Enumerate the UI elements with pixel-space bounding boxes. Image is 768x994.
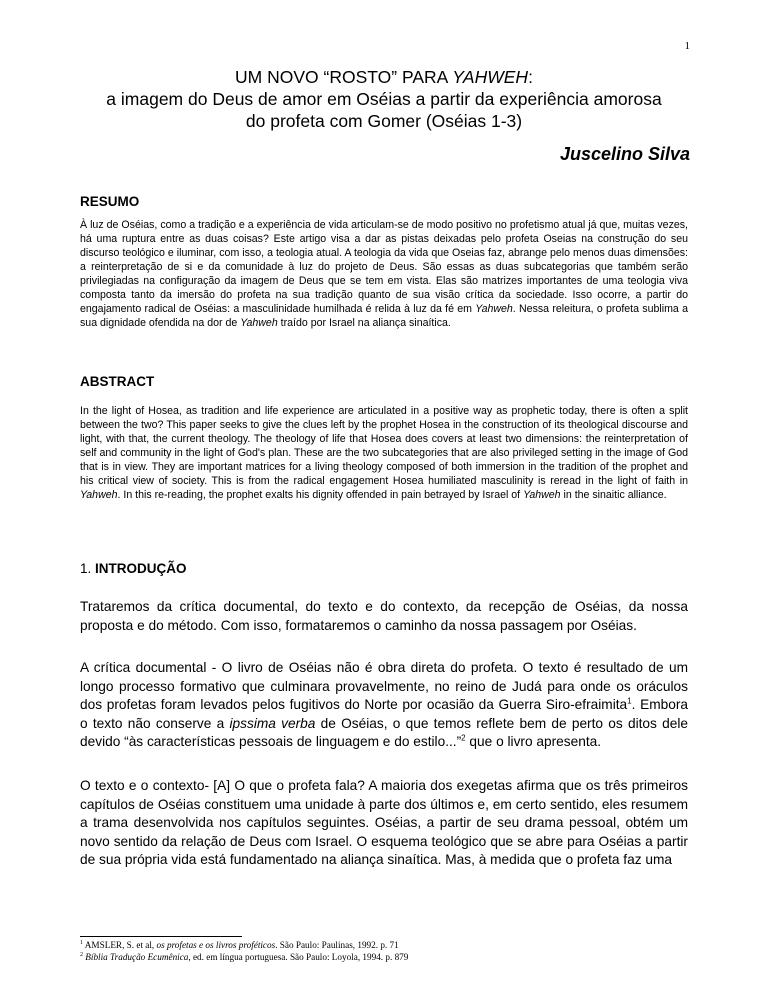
resumo-part-c: traído por Israel na aliança sinaítica. [277, 317, 451, 329]
title-suffix: : [528, 67, 533, 87]
title-line-2: a imagem do Deus de amor em Oséias a partir da experiência amorosa [106, 89, 662, 109]
resumo-yahweh-1: Yahweh [475, 303, 513, 315]
abstract-yahweh-2: Yahweh [523, 489, 561, 501]
intro-paragraph-2 [80, 659, 688, 752]
abstract-part-a: In the light of Hosea, as tradition and life experience are articulated in a positive way as prophetic today, there is often a split between the two? This paper seeks to give the clues left by the prophet Hosea in the construction of its theological discourse and light, with that, the current theology. The theology of life that Hosea does covers at least two dimensions: the reinterpretation of self and community in the light of God's plan. These are the two subcategories that are also privileged setting in the image of God that is in view. They are important matrices for a living theology composed of both immersion in the tradition of the prophet and his critical view of society. This is from the radical engagement Hosea humiliated masculinity is reread in the light of faith in [80, 405, 688, 487]
abstract-yahweh-1: Yahweh [80, 489, 118, 501]
abstract-part-b: . In this re-reading, the prophet exalts his dignity offended in pain betrayed by Israel of [117, 489, 524, 501]
page-number: 1 [684, 40, 690, 52]
p2-italic: ipssima verba [229, 715, 316, 731]
section-number: 1. [80, 561, 92, 576]
footnote-text: AMSLER, S. et al, [84, 940, 157, 950]
abstract-part-c: in the sinaitic alliance. [560, 489, 667, 501]
section-title: INTRODUÇÃO [95, 561, 187, 576]
intro-paragraph-3: O texto e o contexto- [A] O que o profeta fala? A maioria dos exegetas afirma que os três primeiros capítulos de Oséias constituem uma unidade à parte dos últimos e, em certo sentido, eles resumem a trama desenvolvida nos capítulos seguintes. Oséias, a partir de seu drama pessoal, obtém um novo sentido da relação de Deus com Israel. O esquema teológico que se abre para Oséias a partir de sua própria vida está fundamentado na aliança sinaítica. Mas, à medida que o profeta faz uma [80, 778, 688, 867]
title-line-3: do profeta com Gomer (Oséias 1-3) [245, 111, 523, 131]
title-line-1 [80, 66, 688, 88]
resumo-part-b: . Nessa releitura, o profeta sublima a sua dignidade ofendida na dor de [80, 303, 688, 329]
footnote-mark: 1 [80, 939, 83, 946]
footnote-separator [80, 936, 242, 937]
p2-part-b: . Embora o texto não conserve a [80, 697, 688, 731]
intro-heading [80, 561, 187, 576]
footnote-1 [80, 939, 688, 951]
footnote-2 [80, 951, 688, 963]
author-name: Juscelino Silva [559, 144, 690, 164]
intro-paragraph-1: Trataremos da crítica documental, do texto e do contexto, da recepção de Oséias, da nossa proposta e do método. Com isso, formataremos o caminho da nossa passagem por Oséias. [80, 599, 688, 633]
footnote-text: . São Paulo: Paulinas, 1992. p. 71 [275, 940, 399, 950]
footnote-ref-1[interactable]: 1 [627, 696, 632, 706]
abstract-text [80, 404, 688, 502]
resumo-heading: RESUMO [80, 194, 140, 209]
resumo-yahweh-2: Yahweh [240, 317, 278, 329]
footnote-italic: Bíblia Tradução Ecumênica [85, 952, 189, 962]
title-prefix: UM NOVO “ROSTO” PARA [235, 67, 453, 87]
footnotes [80, 939, 688, 963]
footnote-italic: os profetas e os livros proféticos [156, 940, 276, 950]
p2-part-d: que o livro apresenta. [465, 734, 602, 749]
footnote-ref-2[interactable]: 2 [461, 733, 466, 743]
resumo-part-a: À luz de Oséias, como a tradição e a experiência de vida articulam-se de modo positivo no profetismo atual já que, muitas vezes, há uma ruptura entre as duas coisas? Este artigo visa a dar as pistas deixadas pelo profeta Oseias na construção do seu discurso teológico e iluminar, com isso, a teologia atual. A teologia da vida que Oseias faz, abrange pelo menos duas dimensões: a reinterpretação de si e da comunidade à luz do projeto de Deus. São essas as duas subcategorias que também serão privilegiadas na configuração da imagem de Deus que se tem em vista. Elas são matrizes importantes de uma teologia viva composta tanto da imersão do profeta na sua tradição quanto de sua visão crítica da sociedade. Isso ocorre, a partir do engajamento radical de Oséias: a masculinidade humilhada é relida à luz da fé em [80, 219, 688, 315]
p2-part-a: A crítica documental - O livro de Oséias não é obra direta do profeta. O texto é resultado de um longo processo formativo que culminara provavelmente, no reino de Judá para onde os oráculos dos profetas foram levados pelos fugitivos do Norte por ocasião da Guerra Siro-efraimita [80, 660, 688, 712]
resumo-text [80, 218, 688, 330]
abstract-heading: ABSTRACT [80, 374, 155, 389]
footnote-text: , ed. em língua portuguesa. São Paulo: Loyola, 1994. p. 879 [188, 952, 409, 962]
title-yahweh: YAHWEH [452, 67, 529, 87]
paper-title [80, 66, 688, 132]
footnote-mark: 2 [80, 951, 83, 958]
p2-part-c: de Oséias, o que temos reflete bem de perto os ditos dele devido “às características pessoais de linguagem e do estilo...” [80, 715, 689, 749]
